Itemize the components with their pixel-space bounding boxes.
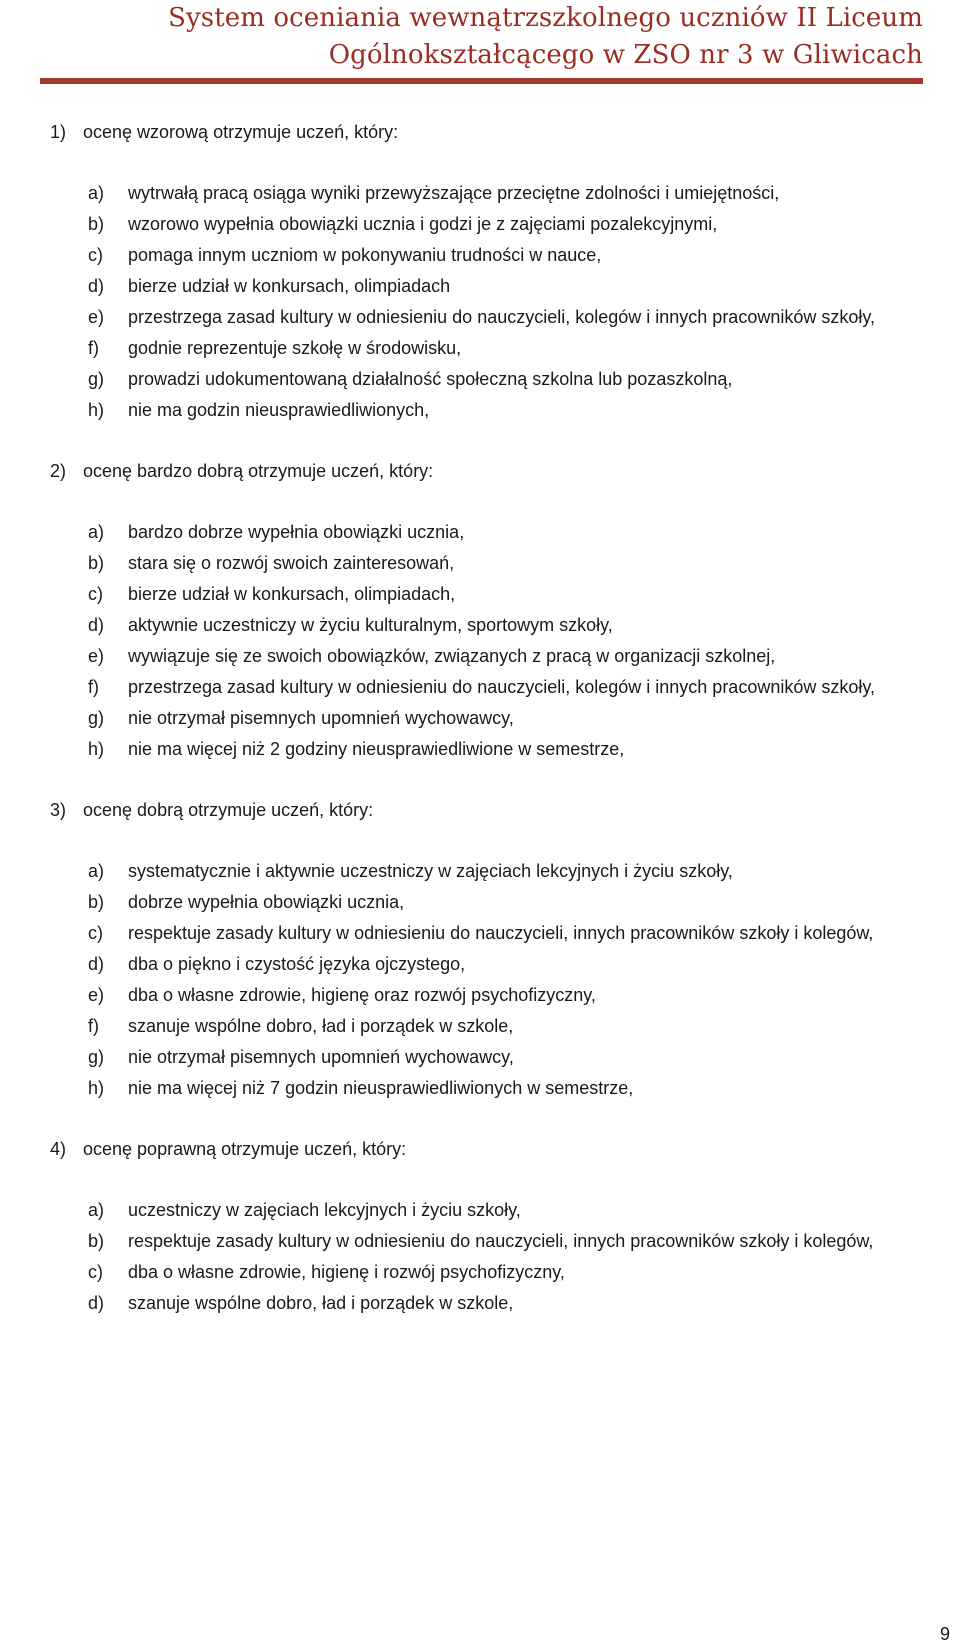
section-title: ocenę dobrą otrzymuje uczeń, który: (83, 800, 374, 820)
section-number: 3) (50, 800, 67, 820)
item-letter: c) (88, 1262, 103, 1282)
item-letter: b) (88, 553, 105, 573)
item-text: systematycznie i aktywnie uczestniczy w zajęciach lekcyjnych i życiu szkoły, (128, 861, 733, 881)
section-number: 1) (50, 122, 67, 142)
item-text: przestrzega zasad kultury w odniesieniu do nauczycieli, kolegów i innych pracowników szkoły, (128, 307, 876, 327)
list-item (88, 610, 955, 641)
item-letter: e) (88, 985, 105, 1005)
criteria-list (88, 178, 955, 426)
item-text: nie ma więcej niż 2 godziny nieusprawiedliwione w semestrze, (128, 739, 625, 759)
item-text: pomaga innym uczniom w pokonywaniu trudności w nauce, (128, 245, 602, 265)
list-item (88, 949, 955, 980)
item-letter: g) (88, 1047, 105, 1067)
section-number: 4) (50, 1139, 67, 1159)
list-item (88, 1257, 955, 1288)
item-text: godnie reprezentuje szkołę w środowisku, (128, 338, 462, 358)
list-item (88, 980, 955, 1011)
item-text: nie ma więcej niż 7 godzin nieusprawiedliwionych w semestrze, (128, 1078, 634, 1098)
list-item (88, 395, 955, 426)
list-item (88, 1195, 955, 1226)
item-text: wytrwałą pracą osiąga wyniki przewyższające przeciętne zdolności i umiejętności, (128, 183, 780, 203)
list-item (88, 178, 955, 209)
list-item (88, 302, 955, 333)
item-letter: c) (88, 584, 103, 604)
item-text: przestrzega zasad kultury w odniesieniu do nauczycieli, kolegów i innych pracowników szkoły, (128, 677, 876, 697)
list-item (88, 734, 955, 765)
grade-section (50, 1134, 955, 1319)
section-title: ocenę poprawną otrzymuje uczeń, który: (83, 1139, 407, 1159)
item-text: bierze udział w konkursach, olimpiadach (128, 276, 451, 296)
list-item (88, 641, 955, 672)
list-item (88, 579, 955, 610)
item-text: dobrze wypełnia obowiązki ucznia, (128, 892, 405, 912)
list-item (88, 703, 955, 734)
item-text: wywiązuje się ze swoich obowiązków, związanych z pracą w organizacji szkolnej, (128, 646, 776, 666)
grade-section (50, 117, 955, 426)
item-letter: g) (88, 708, 105, 728)
item-text: aktywnie uczestniczy w życiu kulturalnym, sportowym szkoły, (128, 615, 613, 635)
item-text: nie otrzymał pisemnych upomnień wychowawcy, (128, 1047, 514, 1067)
item-text: uczestniczy w zajęciach lekcyjnych i życiu szkoły, (128, 1200, 521, 1220)
section-heading (50, 117, 955, 148)
item-letter: h) (88, 400, 105, 420)
list-item (88, 240, 955, 271)
item-letter: e) (88, 307, 105, 327)
item-letter: a) (88, 861, 105, 881)
item-text: nie otrzymał pisemnych upomnień wychowawcy, (128, 708, 514, 728)
item-text: szanuje wspólne dobro, ład i porządek w szkole, (128, 1293, 514, 1313)
header-divider (40, 78, 923, 84)
section-heading (50, 795, 955, 826)
item-letter: h) (88, 739, 105, 759)
item-letter: f) (88, 1016, 99, 1036)
list-item (88, 1288, 955, 1319)
item-letter: a) (88, 183, 105, 203)
criteria-list (88, 856, 955, 1104)
grade-section (50, 456, 955, 765)
document-title-line-2: Ogólnokształcącego w ZSO nr 3 w Gliwicach (328, 40, 923, 70)
list-item (88, 887, 955, 918)
item-text: respektuje zasady kultury w odniesieniu do nauczycieli, innych pracowników szkoły i kolegów, (128, 923, 874, 943)
item-letter: c) (88, 923, 103, 943)
item-letter: c) (88, 245, 103, 265)
document-title (168, 0, 923, 74)
item-letter: a) (88, 522, 105, 542)
item-letter: b) (88, 214, 105, 234)
list-item (88, 1073, 955, 1104)
list-item (88, 271, 955, 302)
list-item (88, 856, 955, 887)
item-letter: d) (88, 615, 105, 635)
list-item (88, 517, 955, 548)
section-number: 2) (50, 461, 67, 481)
item-letter: f) (88, 338, 99, 358)
item-letter: d) (88, 954, 105, 974)
item-text: bardzo dobrze wypełnia obowiązki ucznia, (128, 522, 465, 542)
item-letter: e) (88, 646, 105, 666)
item-letter: f) (88, 677, 99, 697)
criteria-list (88, 1195, 955, 1319)
list-item (88, 1042, 955, 1073)
item-letter: d) (88, 1293, 105, 1313)
item-text: dba o piękno i czystość języka ojczystego, (128, 954, 466, 974)
list-item (88, 918, 955, 949)
item-text: wzorowo wypełnia obowiązki ucznia i godzi je z zajęciami pozalekcyjnymi, (128, 214, 718, 234)
item-text: dba o własne zdrowie, higienę i rozwój psychofizyczny, (128, 1262, 565, 1282)
document-title-line-1: System oceniania wewnątrzszkolnego uczniów II Liceum (168, 3, 923, 33)
list-item (88, 1011, 955, 1042)
item-text: bierze udział w konkursach, olimpiadach, (128, 584, 456, 604)
list-item (88, 333, 955, 364)
grade-section (50, 795, 955, 1104)
item-text: prowadzi udokumentowaną działalność społeczną szkolna lub pozaszkolną, (128, 369, 733, 389)
item-letter: g) (88, 369, 105, 389)
item-text: dba o własne zdrowie, higienę oraz rozwój psychofizyczny, (128, 985, 596, 1005)
criteria-list (88, 517, 955, 765)
section-title: ocenę bardzo dobrą otrzymuje uczeń, który: (83, 461, 434, 481)
document-body (50, 117, 955, 1349)
list-item (88, 672, 955, 703)
item-text: szanuje wspólne dobro, ład i porządek w szkole, (128, 1016, 514, 1036)
item-letter: h) (88, 1078, 105, 1098)
section-heading (50, 1134, 955, 1165)
list-item (88, 364, 955, 395)
item-letter: d) (88, 276, 105, 296)
list-item (88, 209, 955, 240)
list-item (88, 1226, 955, 1257)
list-item (88, 548, 955, 579)
page-header (0, 0, 960, 86)
section-heading (50, 456, 955, 487)
section-title: ocenę wzorową otrzymuje uczeń, który: (83, 122, 399, 142)
item-text: stara się o rozwój swoich zainteresowań, (128, 553, 455, 573)
item-text: nie ma godzin nieusprawiedliwionych, (128, 400, 430, 420)
page-number: 9 (939, 1624, 950, 1644)
item-letter: a) (88, 1200, 105, 1220)
item-letter: b) (88, 1231, 105, 1251)
item-letter: b) (88, 892, 105, 912)
item-text: respektuje zasady kultury w odniesieniu do nauczycieli, innych pracowników szkoły i kolegów, (128, 1231, 874, 1251)
